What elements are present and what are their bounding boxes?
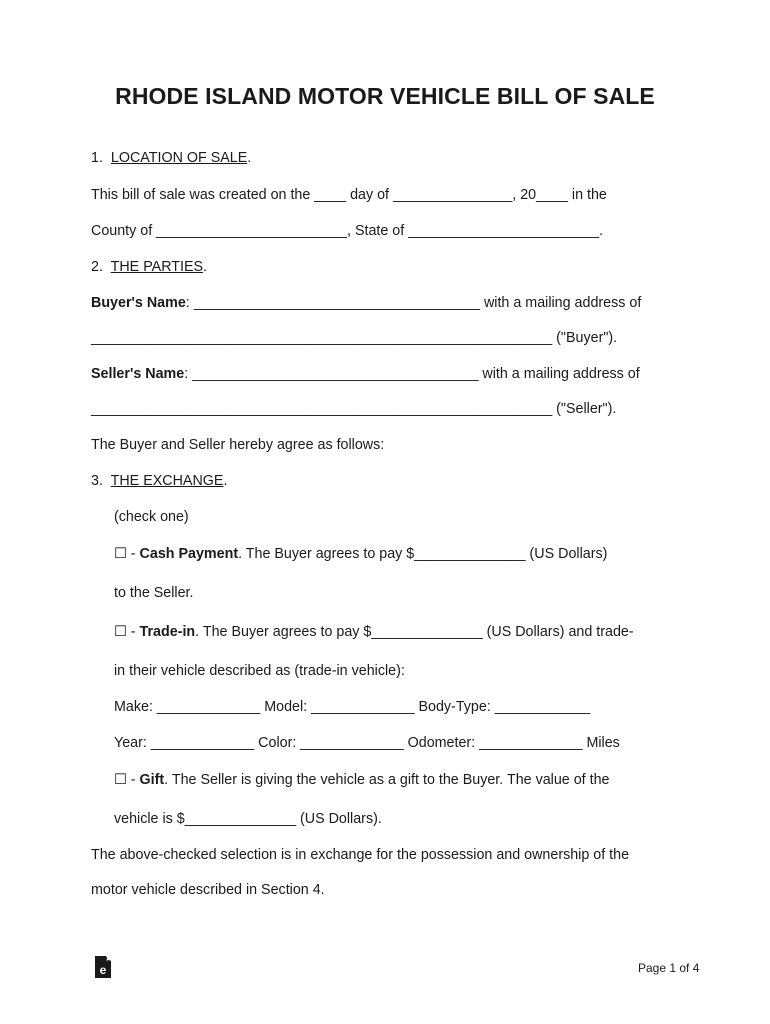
closing-line-1: The above-checked selection is in exchange for the possession and ownership of the	[91, 847, 630, 863]
section-title: THE EXCHANGE	[110, 473, 224, 489]
dash: -	[126, 624, 140, 640]
cash-checkbox[interactable]: ☐	[114, 546, 127, 562]
closing-line-2: motor vehicle described in Section 4.	[91, 882, 325, 898]
svg-text:e: e	[99, 963, 107, 977]
dash: -	[126, 772, 140, 788]
cash-label: Cash Payment	[139, 546, 239, 562]
gift-checkbox[interactable]: ☐	[114, 772, 127, 788]
agreement-line: The Buyer and Seller hereby agree as follows:	[91, 437, 385, 453]
seller-name-blank: : ____________________________________ with a mailing address of	[184, 366, 640, 382]
cash-text: . The Buyer agrees to pay $______________ (US Dollars)	[238, 546, 608, 562]
make-model-line: Make: _____________ Model: _____________ Body-Type: ____________	[114, 699, 591, 715]
gift-value-line: vehicle is $______________ (US Dollars).	[114, 811, 382, 827]
section-number: 1.	[91, 150, 103, 166]
buyer-address-line: __________________________________________________________ ("Buyer").	[91, 330, 618, 346]
trade-in-option	[114, 623, 634, 641]
seller-name-label: Seller's Name	[91, 366, 185, 382]
cash-payment-option	[114, 545, 607, 563]
sale-date-line: This bill of sale was created on the ____ day of _______________, 20____ in the	[91, 187, 607, 203]
document-title: RHODE ISLAND MOTOR VEHICLE BILL OF SALE	[115, 83, 655, 109]
section-3-heading: 3. THE EXCHANGE.	[91, 473, 228, 489]
buyer-name-line	[91, 294, 641, 312]
trade-in-label: Trade-in	[139, 624, 196, 640]
year-color-line: Year: _____________ Color: _____________ Odometer: _____________ Miles	[114, 735, 620, 751]
seller-address-line: __________________________________________________________ ("Seller").	[91, 401, 617, 417]
page-number: Page 1 of 4	[638, 961, 700, 975]
trade-in-checkbox[interactable]: ☐	[114, 624, 127, 640]
document-logo-icon	[93, 955, 113, 979]
section-number: 3.	[91, 473, 103, 489]
section-title: LOCATION OF SALE	[110, 150, 248, 166]
gift-text: . The Seller is giving the vehicle as a gift to the Buyer. The value of the	[164, 772, 610, 788]
dash: -	[126, 546, 140, 562]
seller-name-line	[91, 365, 640, 383]
trade-in-description: in their vehicle described as (trade-in vehicle):	[114, 663, 405, 679]
gift-option	[114, 771, 610, 789]
trade-in-text: . The Buyer agrees to pay $______________ (US Dollars) and trade-	[195, 624, 634, 640]
section-2-heading: 2. THE PARTIES.	[91, 259, 208, 275]
check-one-note: (check one)	[114, 509, 189, 525]
buyer-name-blank: : ____________________________________ with a mailing address of	[185, 295, 642, 311]
section-number: 2.	[91, 259, 103, 275]
section-1-heading: 1. LOCATION OF SALE.	[91, 150, 252, 166]
county-state-line: County of ________________________, State of ________________________.	[91, 223, 603, 239]
buyer-name-label: Buyer's Name	[91, 295, 186, 311]
cash-to-seller: to the Seller.	[114, 585, 194, 601]
section-title: THE PARTIES	[110, 259, 204, 275]
gift-label: Gift	[139, 772, 165, 788]
